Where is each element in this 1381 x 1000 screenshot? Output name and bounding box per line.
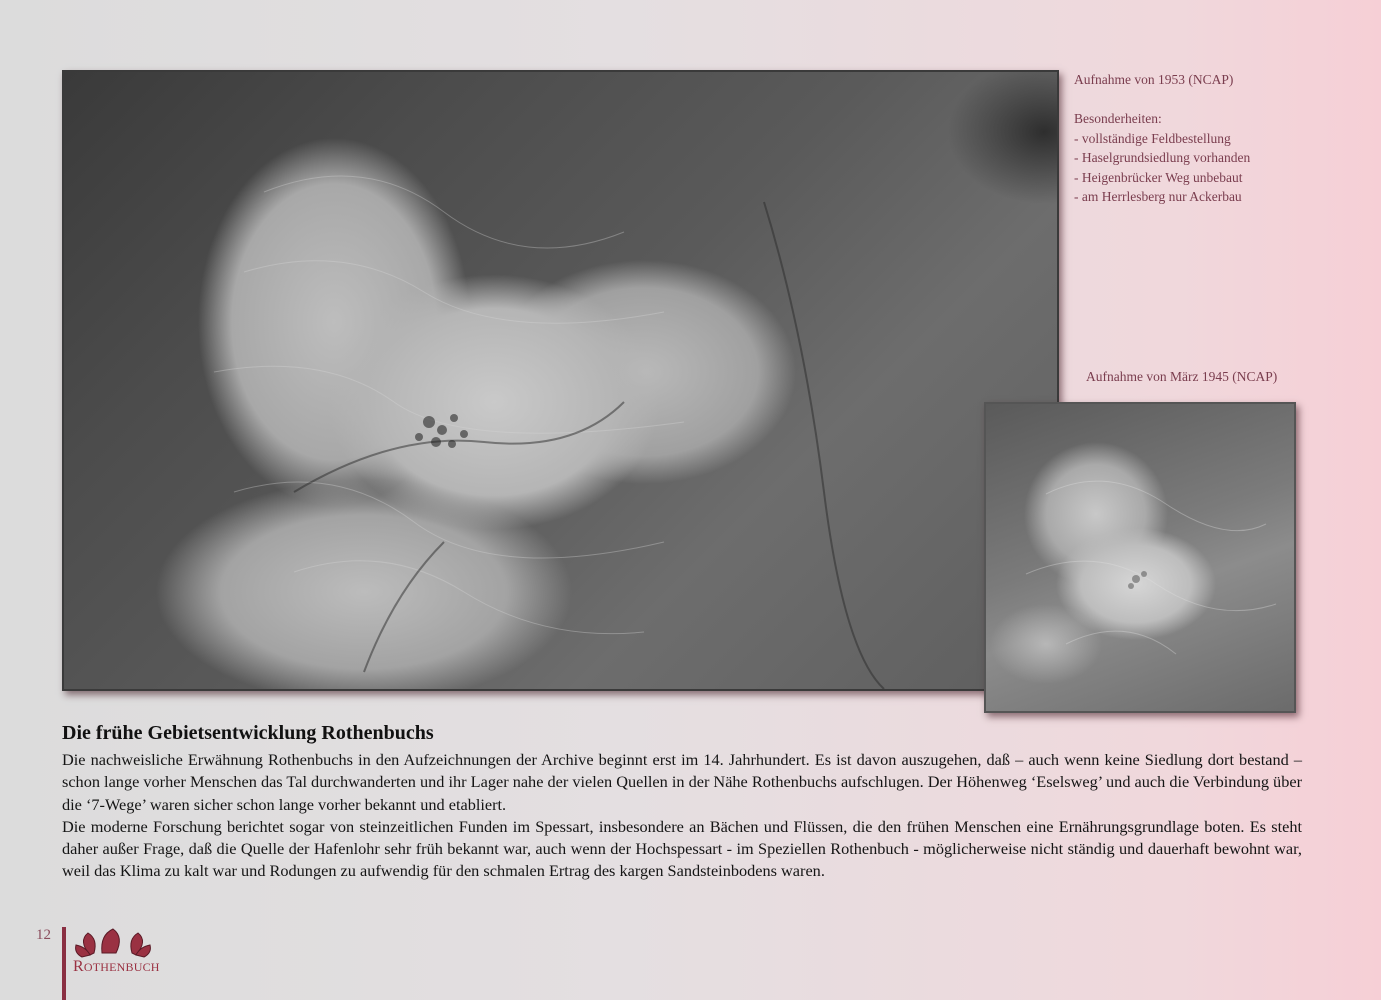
caption-1953-item: - am Herrlesberg nur Ackerbau [1074,189,1242,204]
page-number: 12 [36,927,51,943]
logo-wordmark [73,958,160,976]
logo-initial: R [73,958,84,975]
article-body [62,749,1302,883]
page-accent-bar [62,927,66,1000]
aerial-photo-1953-graphic [64,72,1057,689]
caption-1945-title: Aufnahme von März 1945 (NCAP) [1086,369,1278,384]
aerial-photo-1945 [984,402,1296,713]
caption-1953 [1074,70,1364,207]
caption-1953-item: - vollständige Feldbestellung [1074,130,1231,146]
caption-1953-item: - Heigenbrücker Weg unbebaut [1074,169,1243,185]
article-heading: Die frühe Gebietsentwicklung Rothenbuchs [62,722,434,744]
aerial-photo-1953 [62,70,1059,691]
article-paragraph: Die moderne Forschung berichtet sogar von steinzeitlichen Funden im Spessart, insbesondere an Bächen und Flüssen, die den frühen Menschen eine Ernährungsgrundlage boten. Es steht daher außer Frage, daß die Quelle der Hafenlohr sehr früh bekannt war, auch wenn der Hochspessart - im Speziellen Rothenbuch - möglicherweise nicht ständig und dauerhaft bewohnt war, weil das Klima zu kalt war und Rodungen zu aufwendig für den schmalen Ertrag des kargen Sandsteinbodens waren. [62,816,1302,881]
article-paragraph: Die nachweisliche Erwähnung Rothenbuchs in den Aufzeichnungen der Archive beginnt erst im 14. Jahrhundert. Es ist davon auszugehen, daß – auch wenn keine Siedlung dort bestand – schon lange vorher Menschen das Tal durchwanderten und ihr Lager nahe der vielen Quellen in der Nähe Rothenbuchs aufschlugen. Der Höhenweg ‘Eselsweg’ und auch die Verbindung über die ‘7-Wege’ waren sicher schon lange vorher bekannt und etabliert. [62,750,1302,814]
caption-1953-item: - Haselgrundsiedlung vorhanden [1074,150,1251,165]
logo-rest: OTHENBUCH [83,960,160,974]
caption-1953-subheading: Besonderheiten: [1074,111,1162,126]
caption-1953-title: Aufnahme von 1953 (NCAP) [1074,72,1234,87]
aerial-photo-1945-graphic [986,404,1294,711]
